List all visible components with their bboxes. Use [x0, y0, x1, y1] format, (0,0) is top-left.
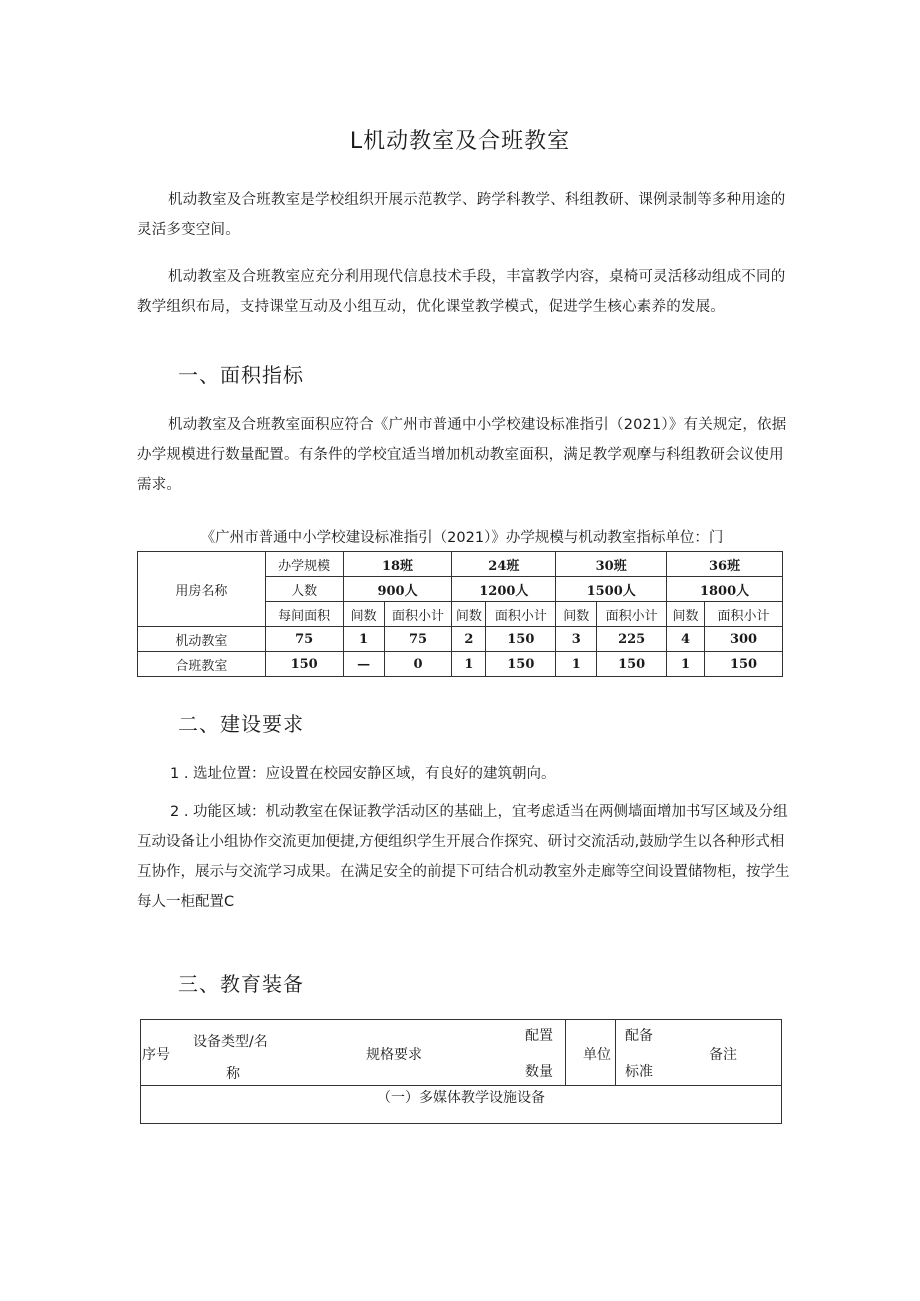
- scale-label: 办学规模: [265, 552, 343, 577]
- class-header: 36班: [667, 552, 783, 577]
- subtotal-label: 面积小计: [597, 602, 667, 627]
- cell: 2: [452, 627, 486, 652]
- section1-heading: 一、面积指标: [178, 363, 304, 387]
- cell: 3: [556, 627, 597, 652]
- row-area: 150: [265, 652, 343, 677]
- area-index-table: [137, 551, 783, 677]
- people-label: 人数: [265, 577, 343, 602]
- cell: 75: [384, 627, 452, 652]
- col-index-header: 序号: [142, 1047, 170, 1063]
- table-caption: 《广州市普通中小学校建设标准指引（2021）》办学规模与机动教室指标单位：门: [200, 530, 724, 546]
- class-header: 30班: [556, 552, 667, 577]
- intro-paragraph-1: 机动教室及合班教室是学校组织开展示范教学、跨学科教学、科组教研、课例录制等多种用途的灵活多变空间。: [137, 192, 786, 238]
- people-header: 1200人: [452, 577, 556, 602]
- cell: 4: [667, 627, 705, 652]
- group-row-multimedia: （一）多媒体教学设施设备: [377, 1090, 545, 1106]
- section1-paragraph: 机动教室及合班教室面积应符合《广州市普通中小学校建设标准指引（2021）》有关规定，依据办学规模进行数量配置。有条件的学校宜适当增加机动教室面积，满足教学观摩与科组教研会议使用需求。: [137, 417, 787, 493]
- cell: 1: [343, 627, 384, 652]
- cell: 1: [556, 652, 597, 677]
- cell: 150: [705, 652, 783, 677]
- col-unit-header: 单位: [583, 1047, 611, 1063]
- count-label: 间数: [556, 602, 597, 627]
- column-divider: [615, 1020, 616, 1085]
- requirement-item-1: 1 . 选址位置：应设置在校园安静区域，有良好的建筑朝向。: [170, 766, 556, 782]
- cell: 225: [597, 627, 667, 652]
- subtotal-label: 面积小计: [486, 602, 556, 627]
- cell: 0: [384, 652, 452, 677]
- table-row: [138, 627, 783, 652]
- row-name: 机动教室: [138, 627, 266, 652]
- col-spec-header: 规格要求: [366, 1047, 422, 1063]
- people-header: 900人: [343, 577, 452, 602]
- class-header: 18班: [343, 552, 452, 577]
- intro-paragraph-2: 机动教室及合班教室应充分利用现代信息技术手段，丰富教学内容，桌椅可灵活移动组成不同的教学组织布局，支持课堂互动及小组互动，优化课堂教学模式，促进学生核心素养的发展。: [137, 269, 786, 315]
- page-title: L机动教室及合班教室: [349, 129, 571, 154]
- count-label: 间数: [343, 602, 384, 627]
- col-type-header-2: 称: [226, 1066, 240, 1082]
- row-area: 75: [265, 627, 343, 652]
- subtotal-label: 面积小计: [705, 602, 783, 627]
- row-name: 合班教室: [138, 652, 266, 677]
- unit-area-label: 每间面积: [265, 602, 343, 627]
- col-qty-header: 配置: [525, 1028, 553, 1044]
- class-header: 24班: [452, 552, 556, 577]
- row-divider: [141, 1085, 781, 1086]
- count-label: 间数: [452, 602, 486, 627]
- equipment-table: [140, 1019, 782, 1124]
- corner-cell: 用房名称: [138, 552, 266, 627]
- cell: 1: [452, 652, 486, 677]
- col-std-header: 配备: [625, 1028, 653, 1044]
- people-header: 1500人: [556, 577, 667, 602]
- col-std-header-2: 标准: [625, 1064, 653, 1080]
- cell: 150: [597, 652, 667, 677]
- table-row: [138, 652, 783, 677]
- cell: 300: [705, 627, 783, 652]
- cell: —: [343, 652, 384, 677]
- column-divider: [565, 1020, 566, 1085]
- col-note-header: 备注: [709, 1047, 737, 1063]
- count-label: 间数: [667, 602, 705, 627]
- section3-heading: 三、教育装备: [178, 972, 304, 996]
- section2-heading: 二、建设要求: [178, 712, 304, 736]
- people-header: 1800人: [667, 577, 783, 602]
- subtotal-label: 面积小计: [384, 602, 452, 627]
- requirement-item-2: 2 . 功能区域：机动教室在保证教学活动区的基础上，宜考虑适当在两侧墙面增加书写区域及分组互动设备让小组协作交流更加便捷,方便组织学生开展合作探究、研讨交流活动,鼓励学生以各种形式相互协作，展示与交流学习成果。在满足安全的前提下可结合机动教室外走廊等空间设置储物柜，按学生每人一柜配置C: [137, 804, 790, 910]
- cell: 150: [486, 652, 556, 677]
- cell: 1: [667, 652, 705, 677]
- cell: 150: [486, 627, 556, 652]
- col-type-header: 设备类型/名: [193, 1034, 268, 1050]
- col-qty-header-2: 数量: [525, 1064, 553, 1080]
